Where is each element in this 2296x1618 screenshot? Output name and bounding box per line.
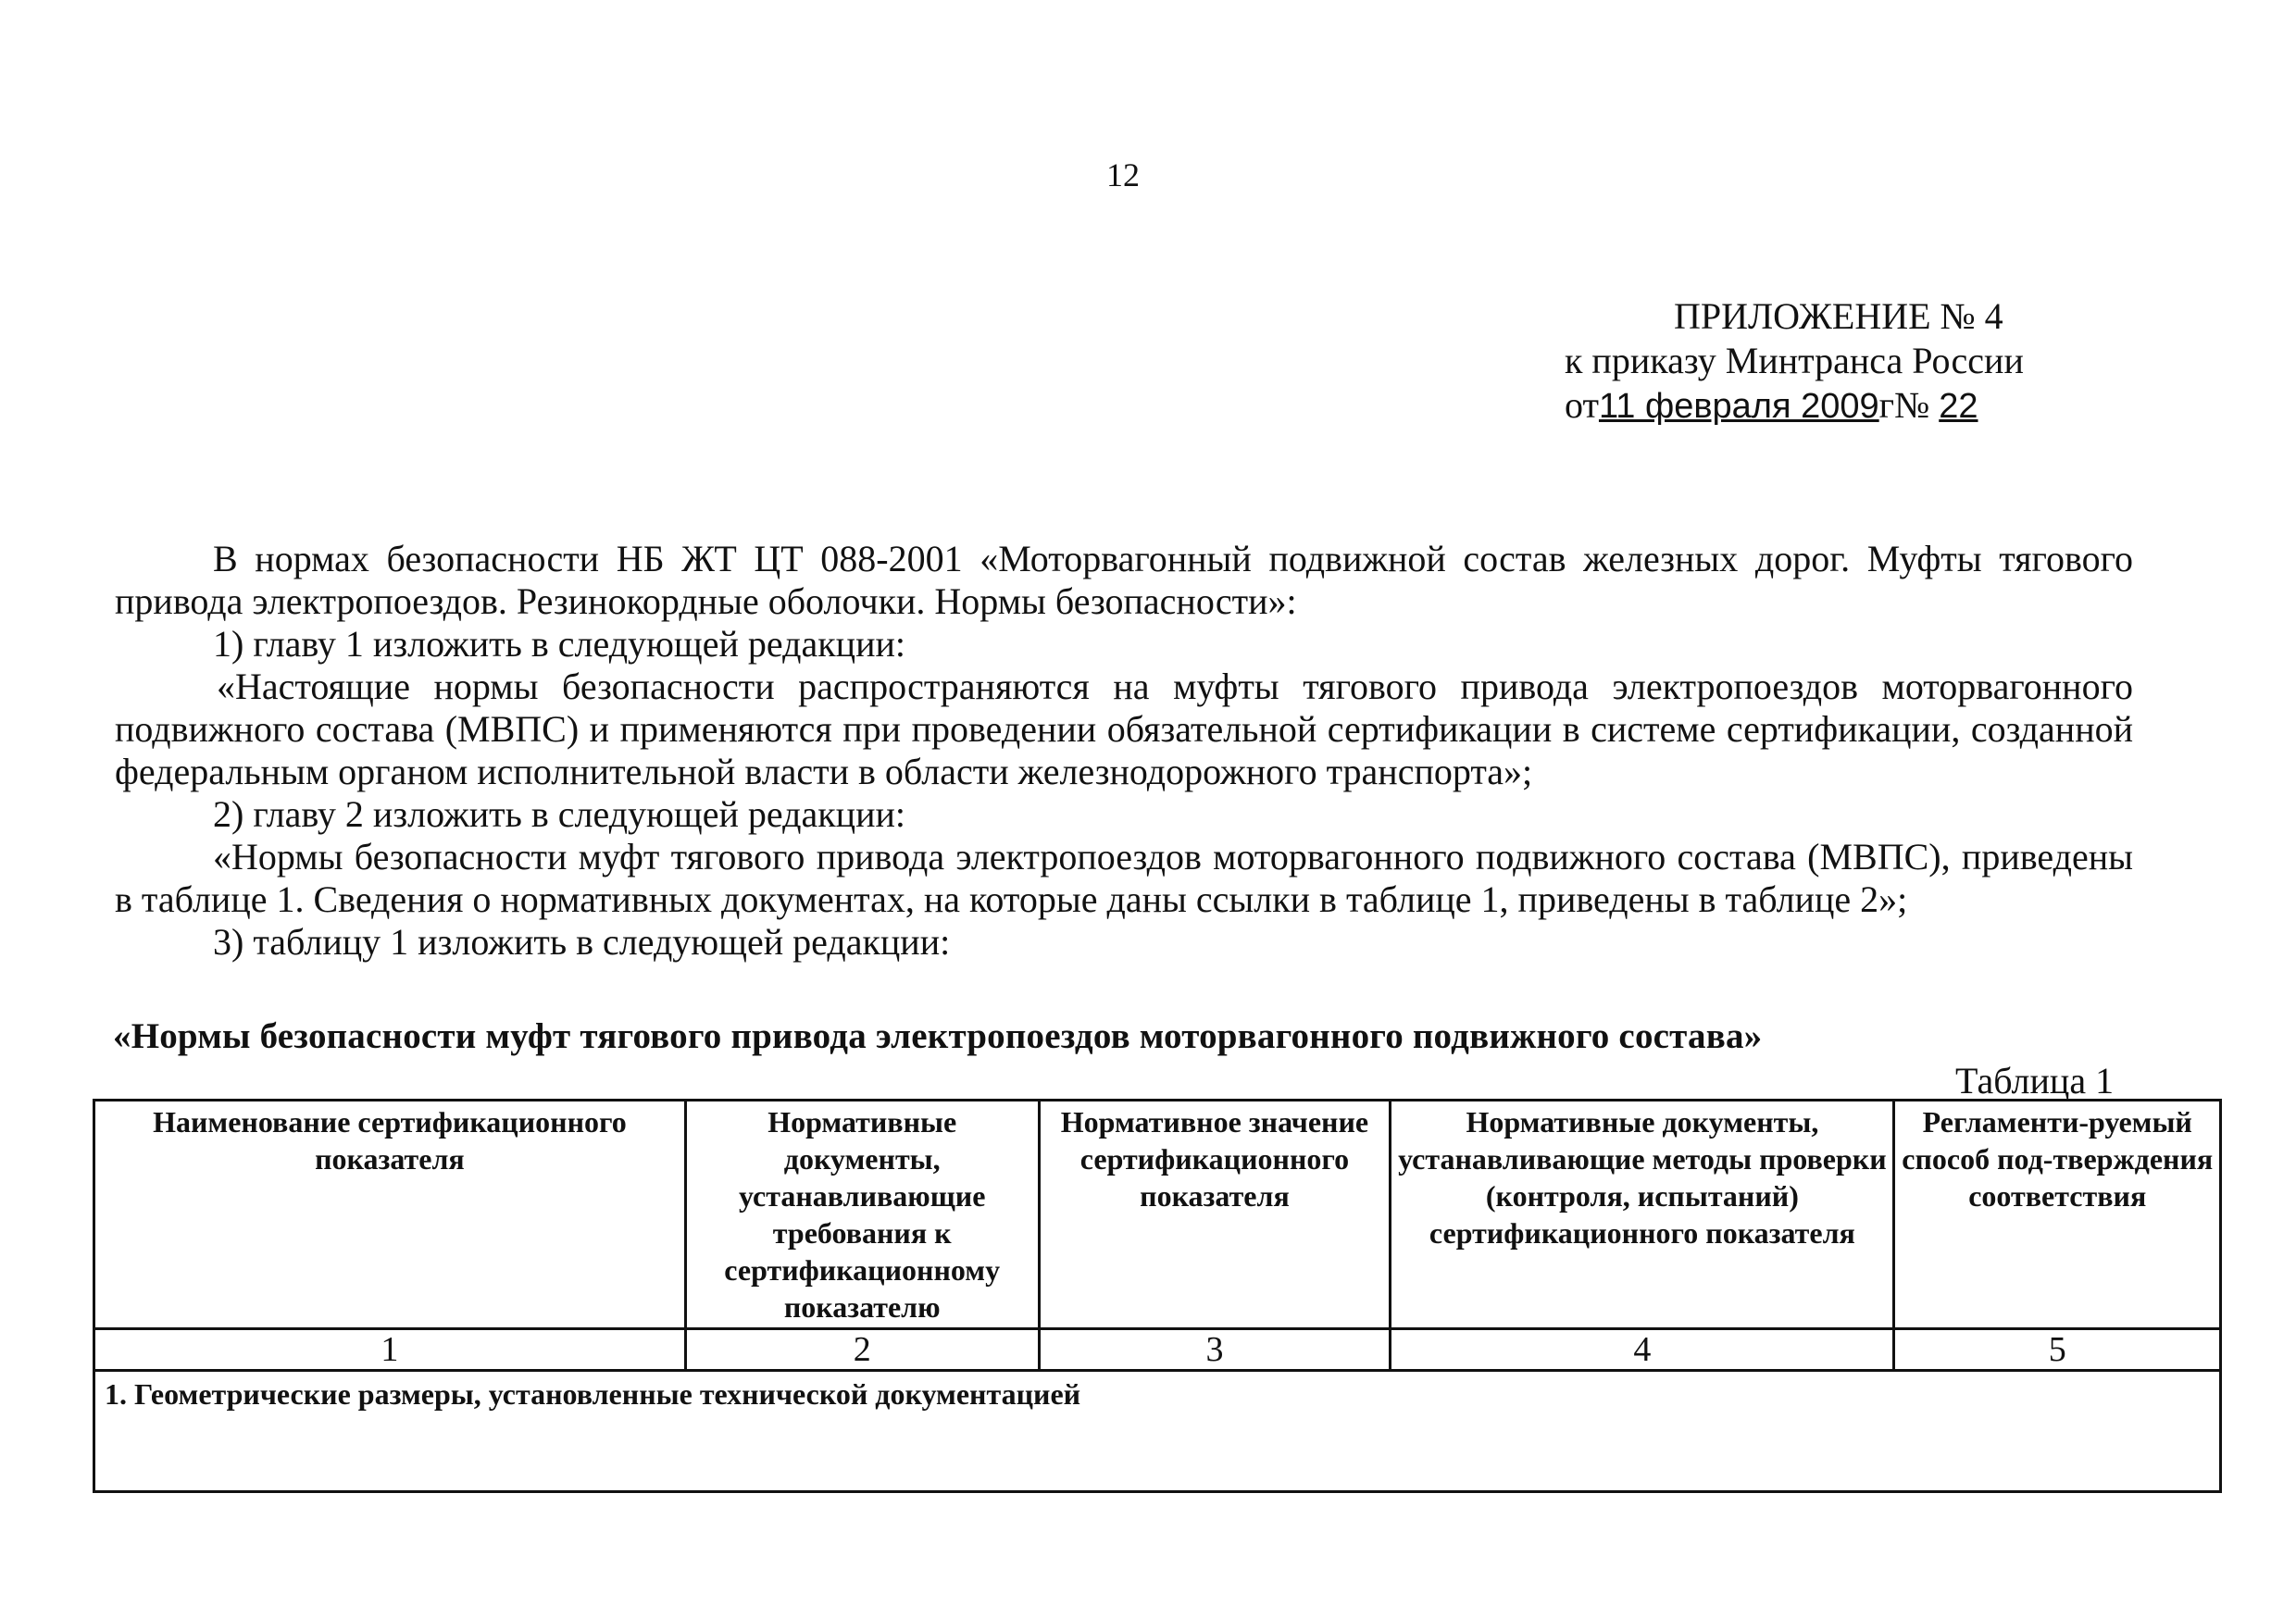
table-header-row (94, 1101, 2221, 1329)
table-label: Таблица 1 (1955, 1060, 2115, 1101)
paragraph-intro: В нормах безопасности НБ ЖТ ЦТ 088-2001 «Моторвагонный подвижной состав железных дорог. Муфты тягового привода электропоездов. Резинокордные оболочки. Нормы безопасности»: (115, 538, 2133, 622)
header-requirement-docs: Нормативные документы, устанавливающие требования к сертификационному показателю (685, 1101, 1039, 1329)
header-test-method-docs: Нормативные документы, устанавливающие методы проверки (контроля, испытаний) сертификационного показателя (1391, 1101, 1894, 1329)
paragraph-item-3: 3) таблицу 1 изложить в следующей редакции: (213, 921, 951, 963)
document-body (115, 538, 2133, 964)
section-heading: 1. Геометрические размеры, установленные технической документацией (94, 1371, 2221, 1492)
annex-number-label: № (1894, 384, 1930, 426)
annex-title: ПРИЛОЖЕНИЕ № 4 (1674, 295, 2003, 337)
annex-number: 22 (1939, 387, 1978, 426)
column-number: 1 (94, 1329, 686, 1371)
column-number-row (94, 1329, 2221, 1371)
table-title: «Нормы безопасности муфт тягового привода электропоездов моторвагонного подвижного состава» (113, 1016, 1763, 1056)
table-section-row (94, 1371, 2221, 1492)
annex-order-line: к приказу Минтранса России (1565, 340, 2024, 381)
paragraph-item-1: 1) главу 1 изложить в следующей редакции: (213, 623, 905, 665)
paragraph-quote-2: «Нормы безопасности муфт тягового привода электропоездов моторвагонного подвижного состава (МВПС), приведены в таблице 1. Сведения о нормативных документах, на которые даны ссылки в таблице 1, приведены в таблице 2»; (115, 836, 2133, 920)
annex-year-suffix: г (1878, 384, 1895, 426)
annex-date-prefix: от (1565, 384, 1599, 426)
column-number: 4 (1391, 1329, 1894, 1371)
paragraph-item-2: 2) главу 2 изложить в следующей редакции: (213, 793, 905, 835)
column-number: 2 (685, 1329, 1039, 1371)
column-number: 5 (1894, 1329, 2221, 1371)
header-confirmation-method: Регламенти-руемый способ под-тверждения соответствия (1894, 1101, 2221, 1329)
header-indicator-name: Наименование сертификационного показателя (94, 1101, 686, 1329)
paragraph-quote-1: «Настоящие нормы безопасности распространяются на муфты тягового привода электропоездов моторвагонного подвижного состава (МВПС) и применяются при проведении обязательной сертификации в системе сертификации, созданной федеральным органом исполнительной власти в области железнодорожного транспорта»; (115, 666, 2133, 792)
norms-table (93, 1099, 2222, 1493)
page-number: 12 (1106, 156, 1140, 193)
annex-date-line (1565, 383, 2022, 429)
column-number: 3 (1039, 1329, 1391, 1371)
annex-date: 11 февраля 2009 (1598, 387, 1879, 426)
header-normative-value: Нормативное значение сертификационного показателя (1039, 1101, 1391, 1329)
